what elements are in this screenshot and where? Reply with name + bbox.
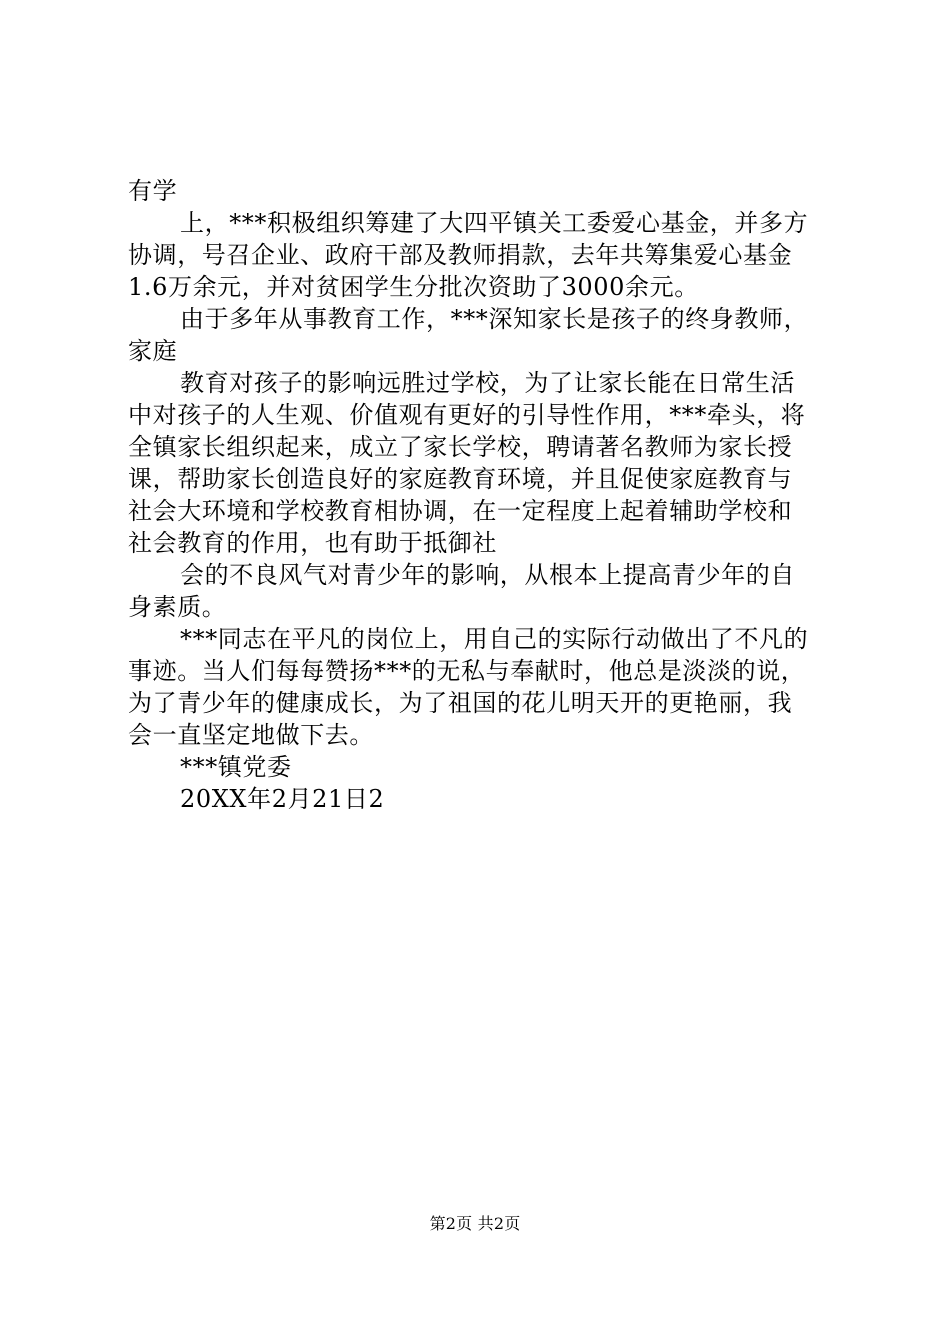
text-line: 会的不良风气对青少年的影响，从根本上提高青少年的自 — [180, 561, 795, 589]
text-line: 课，帮助家长创造良好的家庭教育环境，并且促使家庭教育与 — [128, 465, 793, 493]
signature-date: 20XX年2月21日2 — [180, 785, 385, 813]
text-line: 全镇家长组织起来，成立了家长学校，聘请著名教师为家长授 — [128, 433, 793, 461]
page-number-footer: 第2页 共2页 — [429, 1214, 521, 1233]
signature-organization: ***镇党委 — [180, 753, 292, 781]
text-line: 社会教育的作用，也有助于抵御社 — [128, 529, 497, 557]
text-line: 1.6万余元，并对贫困学生分批次资助了3000余元。 — [128, 273, 699, 301]
text-line: 协调，号召企业、政府干部及教师捐款，去年共筹集爱心基金 — [128, 241, 793, 269]
text-line: 上，***积极组织筹建了大四平镇关工委爱心基金，并多方 — [180, 209, 809, 237]
text-line: 会一直坚定地做下去。 — [128, 721, 374, 749]
text-line: 中对孩子的人生观、价值观有更好的引导性作用，***牵头，将 — [128, 401, 806, 429]
text-line: 有学 — [128, 177, 178, 205]
text-line: 身素质。 — [128, 593, 227, 621]
text-line: 家庭 — [128, 337, 178, 365]
text-line: 为了青少年的健康成长，为了祖国的花儿明天开的更艳丽，我 — [128, 689, 793, 717]
text-line: ***同志在平凡的岗位上，用自己的实际行动做出了不凡的 — [180, 625, 809, 653]
text-line: 教育对孩子的影响远胜过学校，为了让家长能在日常生活 — [180, 369, 795, 397]
text-line: 社会大环境和学校教育相协调，在一定程度上起着辅助学校和 — [128, 497, 793, 525]
text-line: 事迹。当人们每每赞扬***的无私与奉献时，他总是淡淡的说， — [128, 657, 806, 685]
text-line: 由于多年从事教育工作，***深知家长是孩子的终身教师， — [180, 305, 809, 333]
